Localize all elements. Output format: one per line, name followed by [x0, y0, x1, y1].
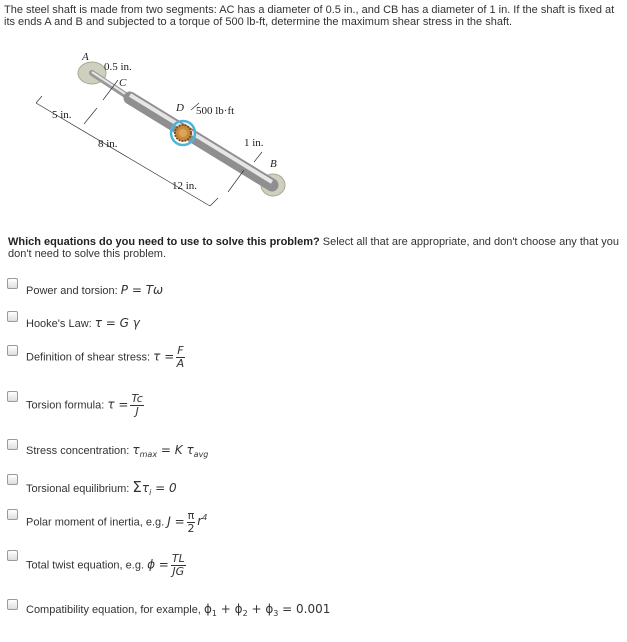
option-stress-concentration[interactable] — [0, 437, 620, 463]
fraction: $\frac{\pi}{2}$ — [187, 509, 195, 535]
option-label: Total twist equation, e.g. — [26, 559, 148, 572]
question-prompt — [8, 236, 620, 260]
option-equation: $\phi_1 + \phi_2 + \phi_3 = 0.001$ — [203, 602, 331, 618]
radius: $r^4$ — [197, 513, 208, 529]
problem-statement: The steel shaft is made from two segments: AC has a diameter of 0.5 in., and CB has a diameter of 1 in. If the shaft is fixed at its ends A and B and subjected to a torque of 500 lb-ft, determine the maximum shear stress in the shaft. — [4, 4, 615, 28]
checkbox[interactable] — [7, 509, 18, 520]
checkbox[interactable] — [7, 439, 18, 450]
label-c: C — [119, 77, 127, 89]
label-d: D — [176, 102, 184, 114]
checkbox[interactable] — [7, 599, 18, 610]
option-label: Power and torsion: — [26, 285, 121, 297]
option-shear-stress-definition[interactable] — [0, 343, 620, 377]
label-b: B — [270, 158, 277, 170]
label-torque: 500 lb·ft — [196, 105, 235, 117]
checkbox[interactable] — [7, 278, 18, 289]
label-len-mid: 8 in. — [98, 138, 118, 150]
option-lhs: J = — [167, 514, 185, 529]
option-lhs: ϕ = — [147, 557, 169, 572]
label-d-ac: 0.5 in. — [104, 61, 132, 73]
checkbox[interactable] — [7, 391, 18, 402]
option-torsional-equilibrium[interactable] — [0, 472, 620, 498]
option-total-twist[interactable] — [0, 547, 620, 581]
option-equation: $\tau_{max} = K$ $\tau_{avg}$ — [132, 443, 209, 459]
label-a: A — [82, 51, 89, 63]
option-label: Hooke's Law: — [26, 318, 95, 330]
option-lhs: τ = — [107, 397, 129, 412]
shaft-figure — [0, 0, 627, 230]
option-label: Torsional equilibrium: — [26, 483, 133, 495]
option-equation: P = Tω — [120, 283, 164, 297]
option-equation: τ = G γ — [94, 316, 140, 330]
option-torsion-formula[interactable] — [0, 389, 620, 423]
checkbox[interactable] — [7, 474, 18, 485]
option-lhs: τ = — [153, 349, 175, 364]
label-d-cb: 1 in. — [244, 137, 264, 149]
fraction: $\frac{Tc}{J}$ — [131, 392, 143, 418]
label-len-left: 5 in. — [52, 109, 72, 121]
option-polar-moment[interactable] — [0, 506, 620, 540]
option-label: Compatibility equation, for example, — [26, 604, 204, 616]
checkbox[interactable] — [7, 311, 18, 322]
question-rest: Select all that are appropriate, and don't choose any that you don't need to solve this problem. — [8, 236, 620, 260]
option-label: Polar moment of inertia, e.g. — [26, 516, 168, 529]
option-power-torsion[interactable] — [0, 277, 620, 303]
option-hookes-law[interactable] — [0, 309, 620, 335]
fraction: $\frac{F}{A}$ — [176, 344, 185, 370]
checkbox[interactable] — [7, 550, 18, 561]
option-label: Torsion formula: — [26, 399, 108, 412]
checkbox[interactable] — [7, 345, 18, 356]
option-label: Stress concentration: — [26, 445, 133, 457]
label-len-right: 12 in. — [172, 180, 198, 192]
option-equation: $\Sigma\tau_i = 0$ — [132, 478, 177, 497]
option-compatibility[interactable] — [0, 597, 620, 623]
fraction: $\frac{TL}{JG}$ — [171, 552, 185, 578]
option-label: Definition of shear stress: — [26, 351, 154, 364]
question-bold: Which equations do you need to use to solve this problem? — [8, 236, 320, 248]
